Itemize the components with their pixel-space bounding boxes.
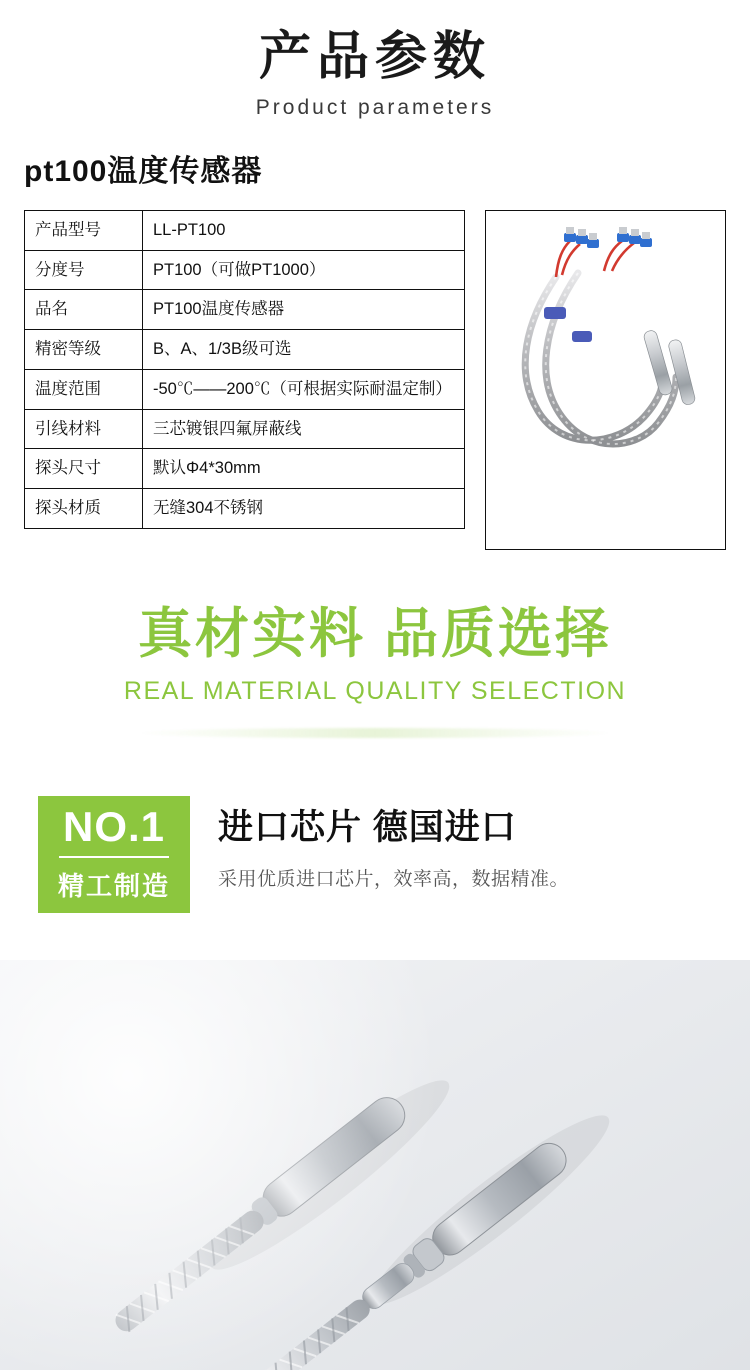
spec-key: 探头尺寸 (25, 449, 143, 489)
spec-value: 三芯镀银四氟屏蔽线 (143, 409, 465, 449)
spec-value: B、A、1/3B级可选 (143, 330, 465, 370)
table-row (25, 290, 465, 330)
spec-key: 分度号 (25, 250, 143, 290)
badge-top-label: NO.1 (62, 802, 166, 850)
table-row (25, 369, 465, 409)
spec-value: 无缝304不锈钢 (143, 489, 465, 529)
spec-key: 温度范围 (25, 369, 143, 409)
sensor-illustration (486, 211, 726, 549)
spec-area (0, 210, 750, 550)
product-name: pt100温度传感器 (24, 154, 263, 188)
spec-value: -50℃——200℃（可根据实际耐温定制） (143, 369, 465, 409)
badge-bottom-label: 精工制造 (57, 870, 170, 901)
spec-value: LL-PT100 (143, 210, 465, 250)
product-image (485, 210, 726, 550)
feature-heading: 进口芯片 德国进口 (218, 807, 517, 847)
slogan-divider (135, 728, 615, 738)
feature-description: 采用优质进口芯片，效率高，数据精准。 (218, 868, 570, 890)
slogan-sub: REAL MATERIAL QUALITY SELECTION (123, 676, 627, 705)
product-photo (0, 960, 750, 1370)
spec-key: 产品型号 (25, 210, 143, 250)
feature-text (190, 796, 569, 891)
page-header (0, 0, 750, 120)
feature-badge (38, 796, 190, 913)
page-subtitle: Product parameters (255, 95, 495, 119)
spec-value: PT100（可做PT1000） (143, 250, 465, 290)
spec-value: 默认Φ4*30mm (143, 449, 465, 489)
table-row (25, 409, 465, 449)
photo-highlight (0, 960, 440, 1370)
spec-key: 品名 (25, 290, 143, 330)
page-title: 产品参数 (258, 28, 491, 86)
table-row (25, 250, 465, 290)
slogan-block (0, 602, 750, 738)
feature-row (0, 796, 750, 913)
spec-table (24, 210, 465, 529)
spec-key: 精密等级 (25, 330, 143, 370)
badge-divider (59, 856, 169, 858)
spec-value: PT100温度传感器 (143, 290, 465, 330)
table-row (25, 449, 465, 489)
table-row (25, 210, 465, 250)
table-row (25, 330, 465, 370)
spec-key: 引线材料 (25, 409, 143, 449)
slogan-main: 真材实料 品质选择 (137, 603, 612, 664)
spec-key: 探头材质 (25, 489, 143, 529)
table-row (25, 489, 465, 529)
